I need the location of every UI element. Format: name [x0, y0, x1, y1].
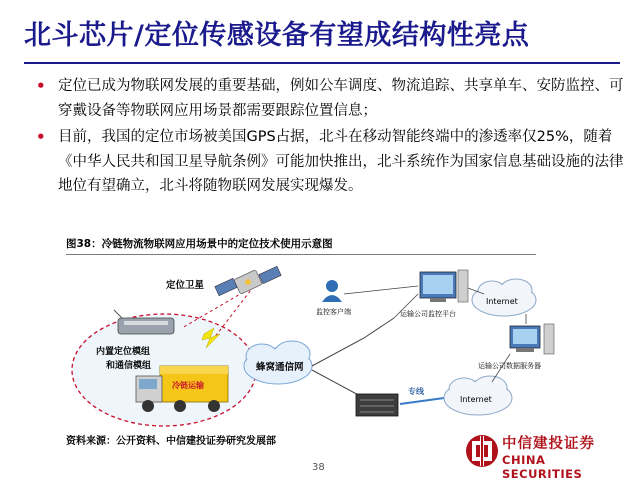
bullet-list [36, 74, 624, 201]
internet-label-top: Internet [486, 297, 518, 306]
figure-caption: 图38：冷链物流物联网应用场景中的定位技术使用示意图 [66, 236, 536, 255]
bullet-item [36, 74, 624, 123]
module-label-line2: 和通信模组 [106, 361, 152, 371]
data-server-icon [510, 324, 554, 354]
china-securities-logo [462, 430, 622, 481]
slide-title: 北斗芯片/定位传感设备有望成结构性亮点 [24, 20, 530, 51]
connection-line [312, 318, 394, 366]
cellular-label: 蜂窝通信网 [256, 362, 304, 373]
title-divider [24, 62, 620, 64]
truck-side-label: 冷链运输 [172, 381, 204, 390]
monitor-client-label: 监控客户端 [316, 308, 351, 316]
dedicated-line-label: 专线 [408, 387, 424, 396]
monitor-platform-icon [420, 270, 468, 302]
bullet-text: 定位已成为物联网发展的重要基础，例如公车调度、物流追踪、共享单车、安防监控、可穿戴设备等物联网应用场景都需要跟踪位置信息； [58, 78, 624, 119]
satellite-label: 定位卫星 [166, 280, 205, 291]
connection-line [344, 286, 418, 294]
logo-english-text: CHINA SECURITIES [502, 453, 583, 481]
bullet-marker: • [36, 128, 46, 146]
tracker-device-icon [114, 310, 174, 334]
bullet-marker: • [36, 77, 46, 95]
data-server-label: 运输公司数据服务器 [478, 362, 541, 370]
module-label-line1: 内置定位模组 [96, 347, 151, 357]
server-rack-icon [356, 394, 398, 416]
client-person-icon [322, 280, 342, 302]
page-number: 38 [312, 462, 325, 473]
source-note: 资料来源：公开资料、中信建投证券研究发展部 [66, 436, 276, 447]
internet-label-bottom: Internet [460, 395, 492, 404]
monitor-platform-label: 运输公司监控平台 [400, 310, 456, 318]
bullet-text: 目前，我国的定位市场被美国GPS占据，北斗在移动智能终端中的渗透率仅25%，随着《中华人民共和国卫星导航条例》可能加快推出，北斗系统作为国家信息基础设施的法律地位有望确立，北斗将随物联网发展实现爆发。 [58, 129, 624, 194]
bullet-item [36, 125, 624, 199]
logo-chinese-text: 中信建投证券 [502, 436, 595, 452]
satellite-icon [215, 266, 281, 296]
positioning-diagram [64, 258, 584, 430]
citic-emblem-icon [464, 433, 500, 469]
dedicated-line [400, 398, 444, 404]
